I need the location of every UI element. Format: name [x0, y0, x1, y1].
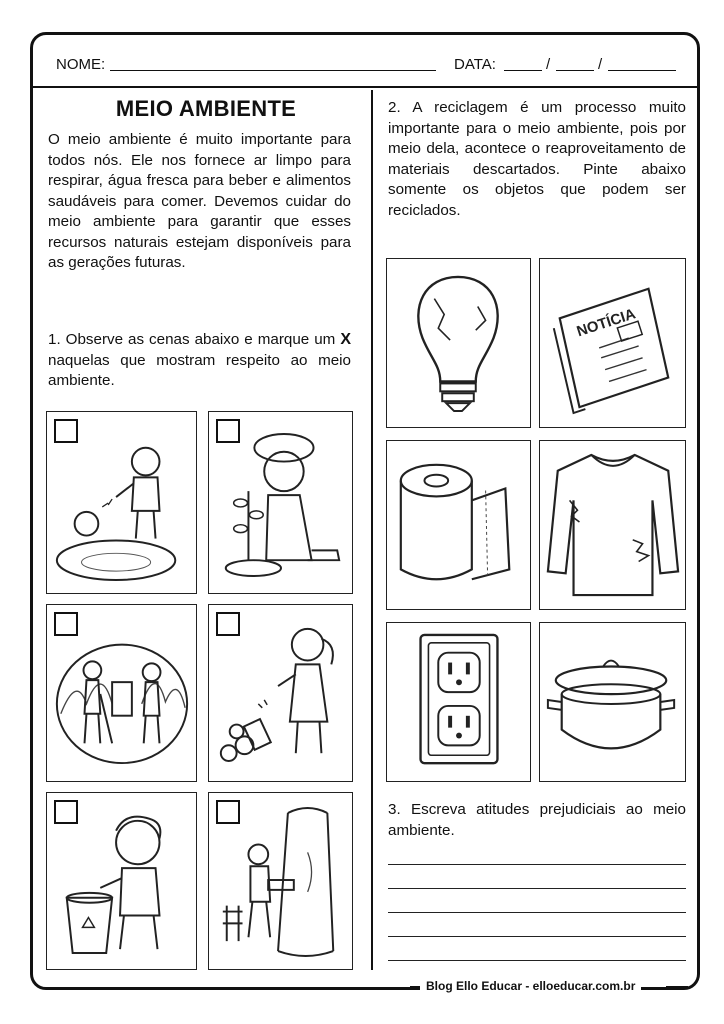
question-2: 2. A reciclagem é um processo muito importante para o meio ambiente, pois por meio dela, acontece o reaproveitamento de materiais descartados. Pinte abaixo somente os objetos que podem ser reciclados. [388, 99, 686, 219]
object-card-1[interactable] [386, 258, 531, 428]
answer-line-1[interactable] [388, 864, 686, 865]
scene-3-checkbox[interactable] [54, 612, 78, 636]
page-title: MEIO AMBIENTE [115, 96, 297, 121]
question-1-prefix: 1. Observe as cenas abaixo e marque um [48, 331, 336, 348]
date-month-line[interactable] [556, 70, 594, 71]
object-card-2[interactable] [539, 258, 686, 428]
scene-6-checkbox[interactable] [216, 800, 240, 824]
scene-card-5 [46, 792, 197, 970]
answer-line-3[interactable] [388, 912, 686, 913]
footer-credit: Blog Ello Educar - elloeducar.com.br [420, 979, 641, 993]
column-divider [371, 90, 373, 970]
object-card-3[interactable] [386, 440, 531, 610]
question-1 [48, 330, 351, 392]
answer-line-5[interactable] [388, 960, 686, 961]
date-sep-1: / [546, 56, 551, 73]
date-sep-2: / [598, 56, 603, 73]
scene-card-1 [46, 411, 197, 594]
scene-card-3 [46, 604, 197, 782]
scene-1-checkbox[interactable] [54, 419, 78, 443]
answer-line-2[interactable] [388, 888, 686, 889]
date-year-line[interactable] [608, 70, 676, 71]
scene-4-checkbox[interactable] [216, 612, 240, 636]
name-label: NOME: [56, 56, 106, 73]
question-3: 3. Escreva atitudes prejudiciais ao meio ambiente. [388, 801, 686, 839]
scene-5-checkbox[interactable] [54, 800, 78, 824]
newspaper-label: NOTÍCIA [574, 306, 638, 341]
date-day-line[interactable] [504, 70, 542, 71]
scene-2-checkbox[interactable] [216, 419, 240, 443]
scene-card-2 [208, 411, 353, 594]
answer-line-4[interactable] [388, 936, 686, 937]
question-1-suffix: naquelas que mostram respeito ao meio ambiente. [48, 351, 351, 389]
toilet-paper-roll-icon [387, 441, 530, 609]
header-divider [33, 86, 697, 88]
scene-card-4 [208, 604, 353, 782]
power-outlet-icon [387, 623, 530, 781]
object-card-4[interactable] [539, 440, 686, 610]
question-1-mark: X [340, 331, 351, 348]
header [56, 54, 676, 78]
name-field-line[interactable] [110, 70, 436, 71]
cooking-pot-icon [540, 623, 685, 781]
torn-shirt-icon [540, 441, 685, 609]
broken-lightbulb-icon [387, 259, 530, 427]
footer-rule-right [666, 986, 688, 989]
date-label: DATA: [454, 56, 496, 73]
object-card-6[interactable] [539, 622, 686, 782]
scene-card-6 [208, 792, 353, 970]
newspaper-icon [540, 259, 685, 427]
object-card-5[interactable] [386, 622, 531, 782]
intro-text: O meio ambiente é muito importante para todos nós. Ele nos fornece ar limpo para respirar, água fresca para beber e alimentos saudáveis para comer. Devemos cuidar do meio ambiente para garantir que esses recursos naturais estejam disponíveis para as gerações futuras. [48, 131, 351, 271]
